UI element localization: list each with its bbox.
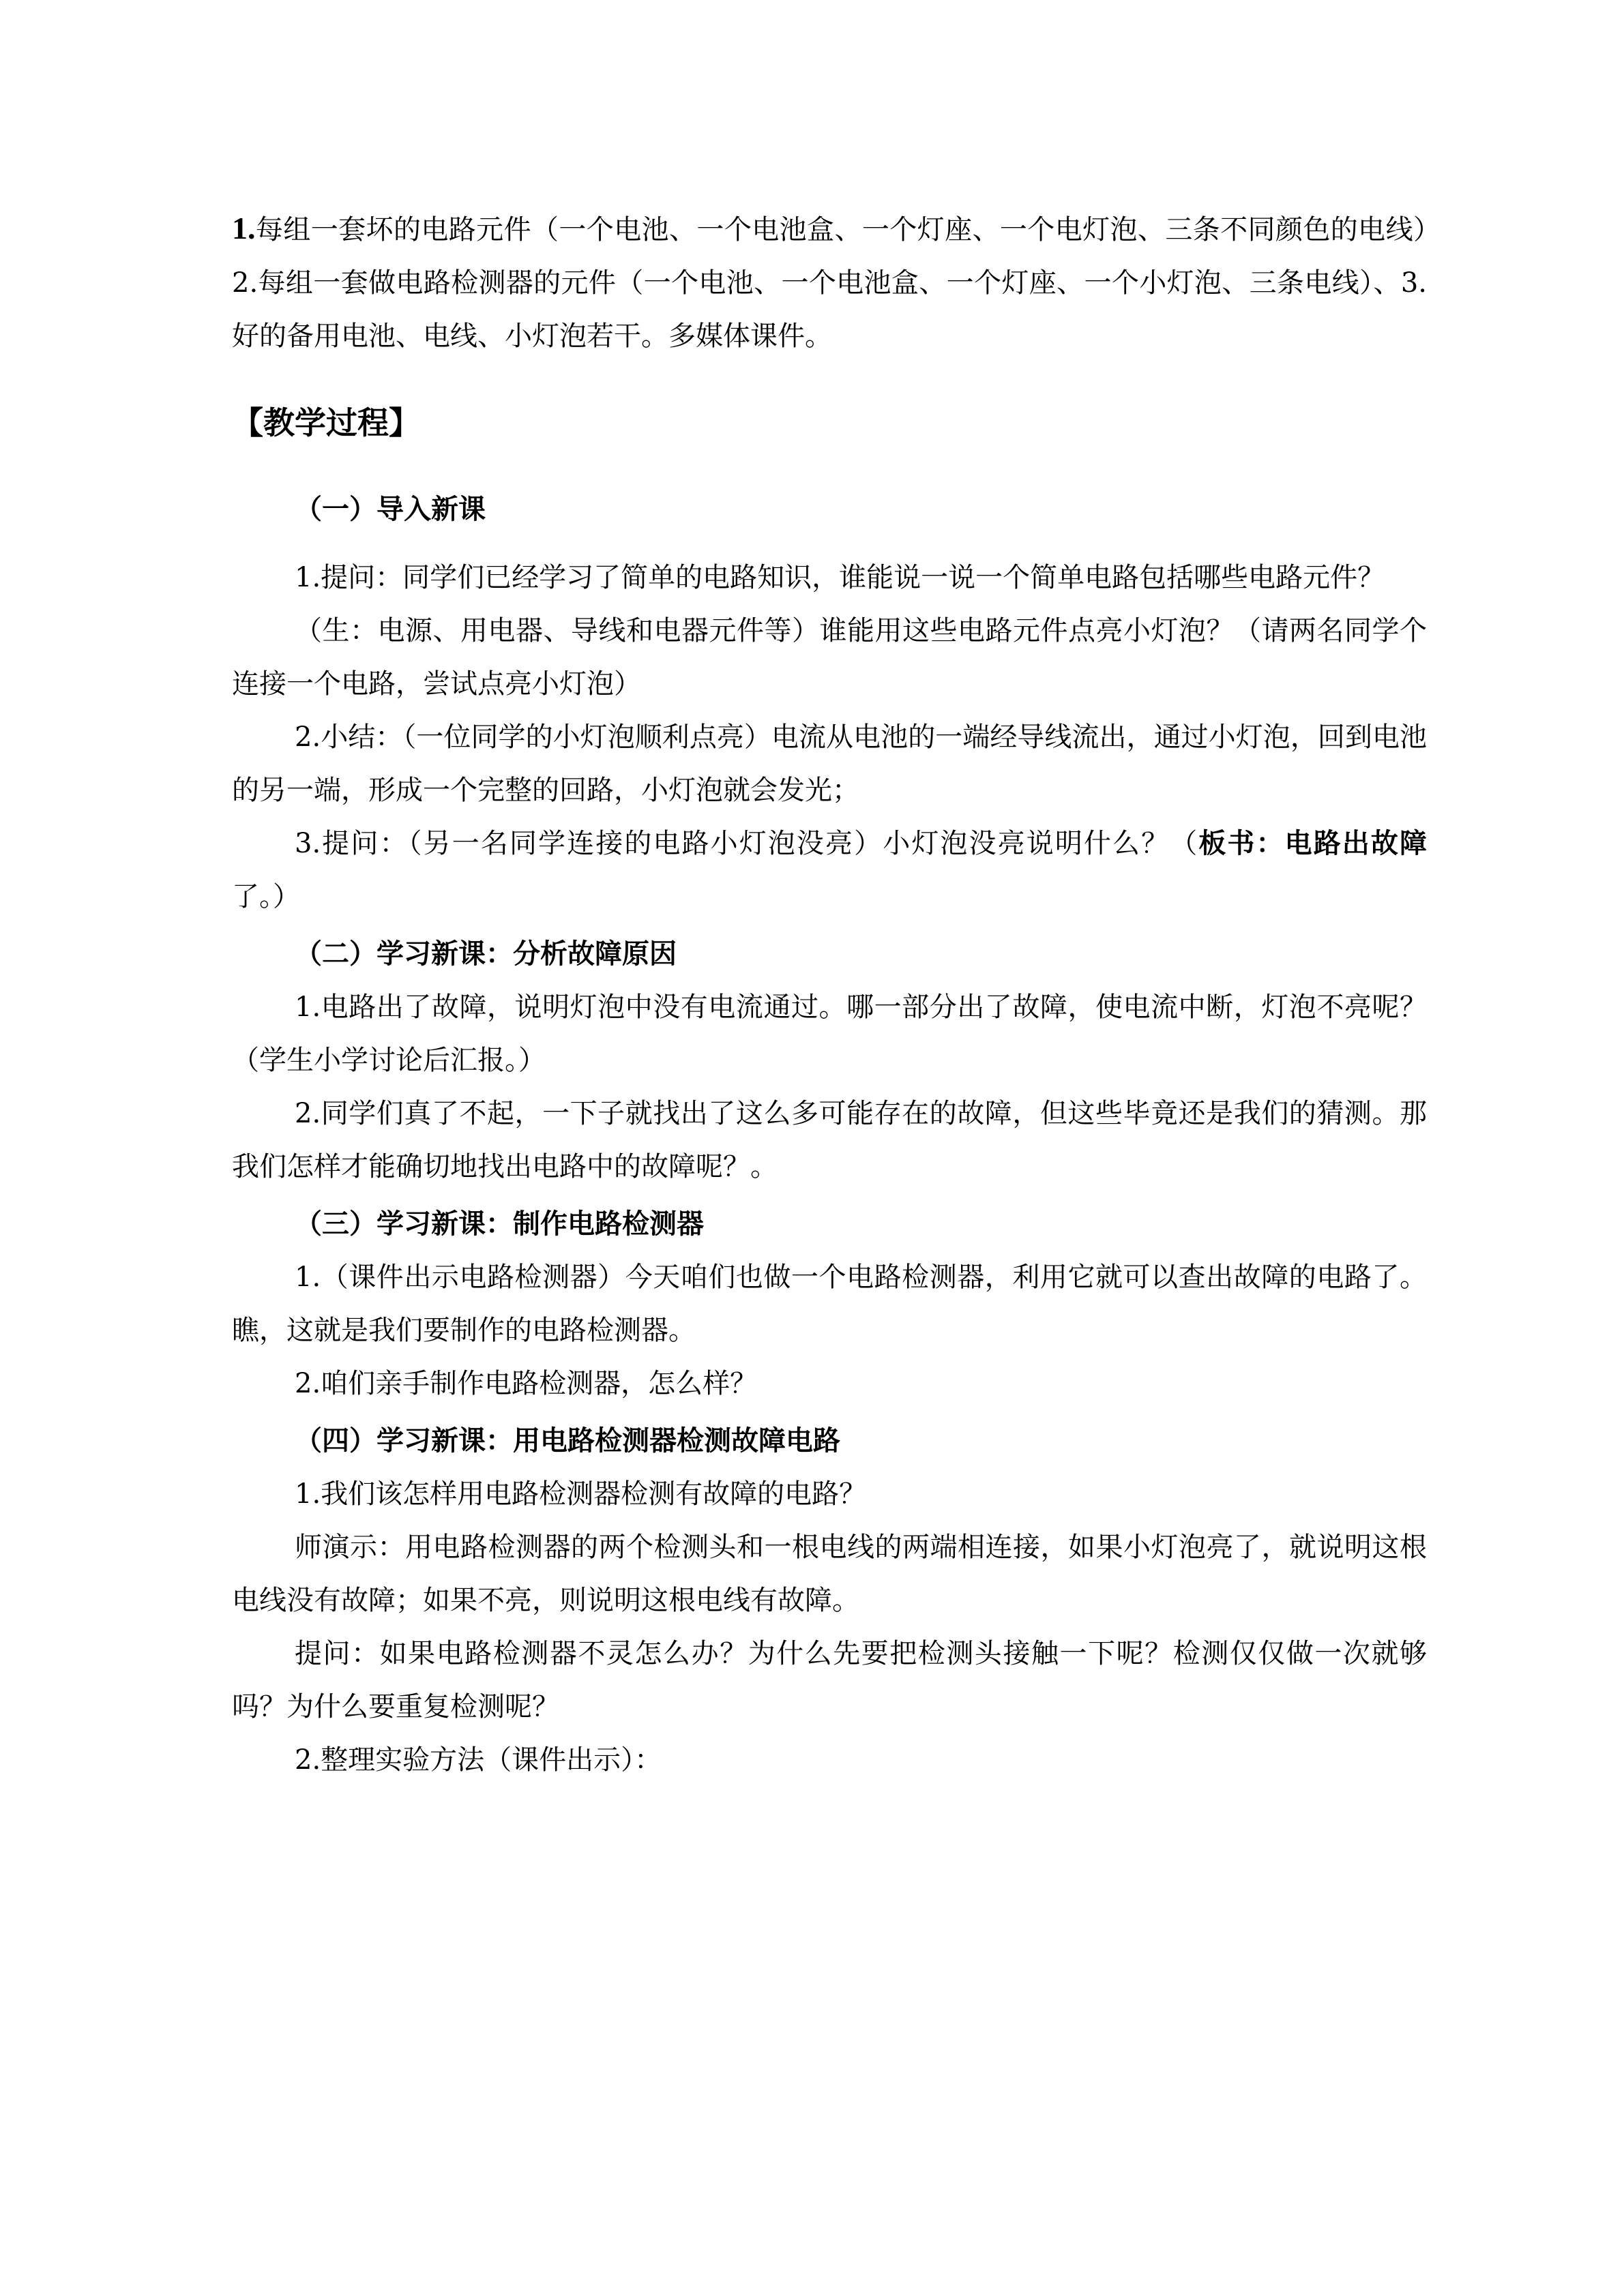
paragraph-2-2: 2.同学们真了不起，一下子就找出了这么多可能存在的故障，但这些毕竟还是我们的猜测。那我们怎样才能确切地找出电路中的故障呢？。 xyxy=(232,1098,1427,1182)
blackboard-note: 板书：电路出故障 xyxy=(1198,827,1427,859)
paragraph-3-1: 1.（课件出示电路检测器）今天咱们也做一个电路检测器，利用它就可以查出故障的电路了。瞧，这就是我们要制作的电路检测器。 xyxy=(232,1262,1427,1346)
paragraph-4-1: 1.我们该怎样用电路检测器检测有故障的电路？ xyxy=(295,1478,867,1510)
document-body xyxy=(232,202,1427,1787)
paragraph-1-2: （生：电源、用电器、导线和电器元件等）谁能用这些电路元件点亮小灯泡？（请两名同学个连接一个电路，尝试点亮小灯泡） xyxy=(232,615,1427,700)
paragraph-4-2: 师演示：用电路检测器的两个检测头和一根电线的两端相连接，如果小灯泡亮了，就说明这根电线没有故障；如果不亮，则说明这根电线有故障。 xyxy=(232,1532,1427,1616)
materials-paragraph xyxy=(232,202,1427,363)
materials-lead-number: 1. xyxy=(232,211,256,245)
materials-text: 每组一套坏的电路元件（一个电池、一个电池盒、一个灯座、一个电灯泡、三条不同颜色的电线）2.每组一套做电路检测器的元件（一个电池、一个电池盒、一个灯座、一个小灯泡、三条电线）、3.好的备用电池、电线、小灯泡若干。多媒体课件。 xyxy=(232,214,1427,352)
paragraph-1-4-end: 了。） xyxy=(232,881,300,912)
section-title-teaching-process: 【教学过程】 xyxy=(232,404,420,441)
paragraph-1-3: 2.小结：（一位同学的小灯泡顺利点亮）电流从电池的一端经导线流出，通过小灯泡，回到电池的另一端，形成一个完整的回路，小灯泡就会发光； xyxy=(232,721,1427,806)
paragraph-1-4-text: 3.提问：（另一名同学连接的电路小灯泡没亮）小灯泡没亮说明什么？（ xyxy=(295,828,1199,859)
paragraph-4-3: 提问：如果电路检测器不灵怎么办？为什么先要把检测头接触一下呢？检测仅仅做一次就够吗？为什么要重复检测呢？ xyxy=(232,1638,1427,1723)
subsection-title-3: （三）学习新课：制作电路检测器 xyxy=(295,1208,704,1240)
paragraph-3-2: 2.咱们亲手制作电路检测器，怎么样？ xyxy=(295,1368,758,1399)
subsection-title-2: （二）学习新课：分析故障原因 xyxy=(295,938,677,970)
paragraph-2-1: 1.电路出了故障，说明灯泡中没有电流通过。哪一部分出了故障，使电流中断，灯泡不亮呢？（学生小学讨论后汇报。） xyxy=(232,992,1427,1076)
subsection-title-4: （四）学习新课：用电路检测器检测故障电路 xyxy=(295,1425,840,1457)
paragraph-4-4: 2.整理实验方法（课件出示）： xyxy=(295,1744,662,1776)
paragraph-1-1: 1.提问：同学们已经学习了简单的电路知识，谁能说一说一个简单电路包括哪些电路元件？ xyxy=(295,562,1385,593)
subsection-title-1: （一）导入新课 xyxy=(295,493,486,525)
paragraph-1-4 xyxy=(232,817,1427,923)
